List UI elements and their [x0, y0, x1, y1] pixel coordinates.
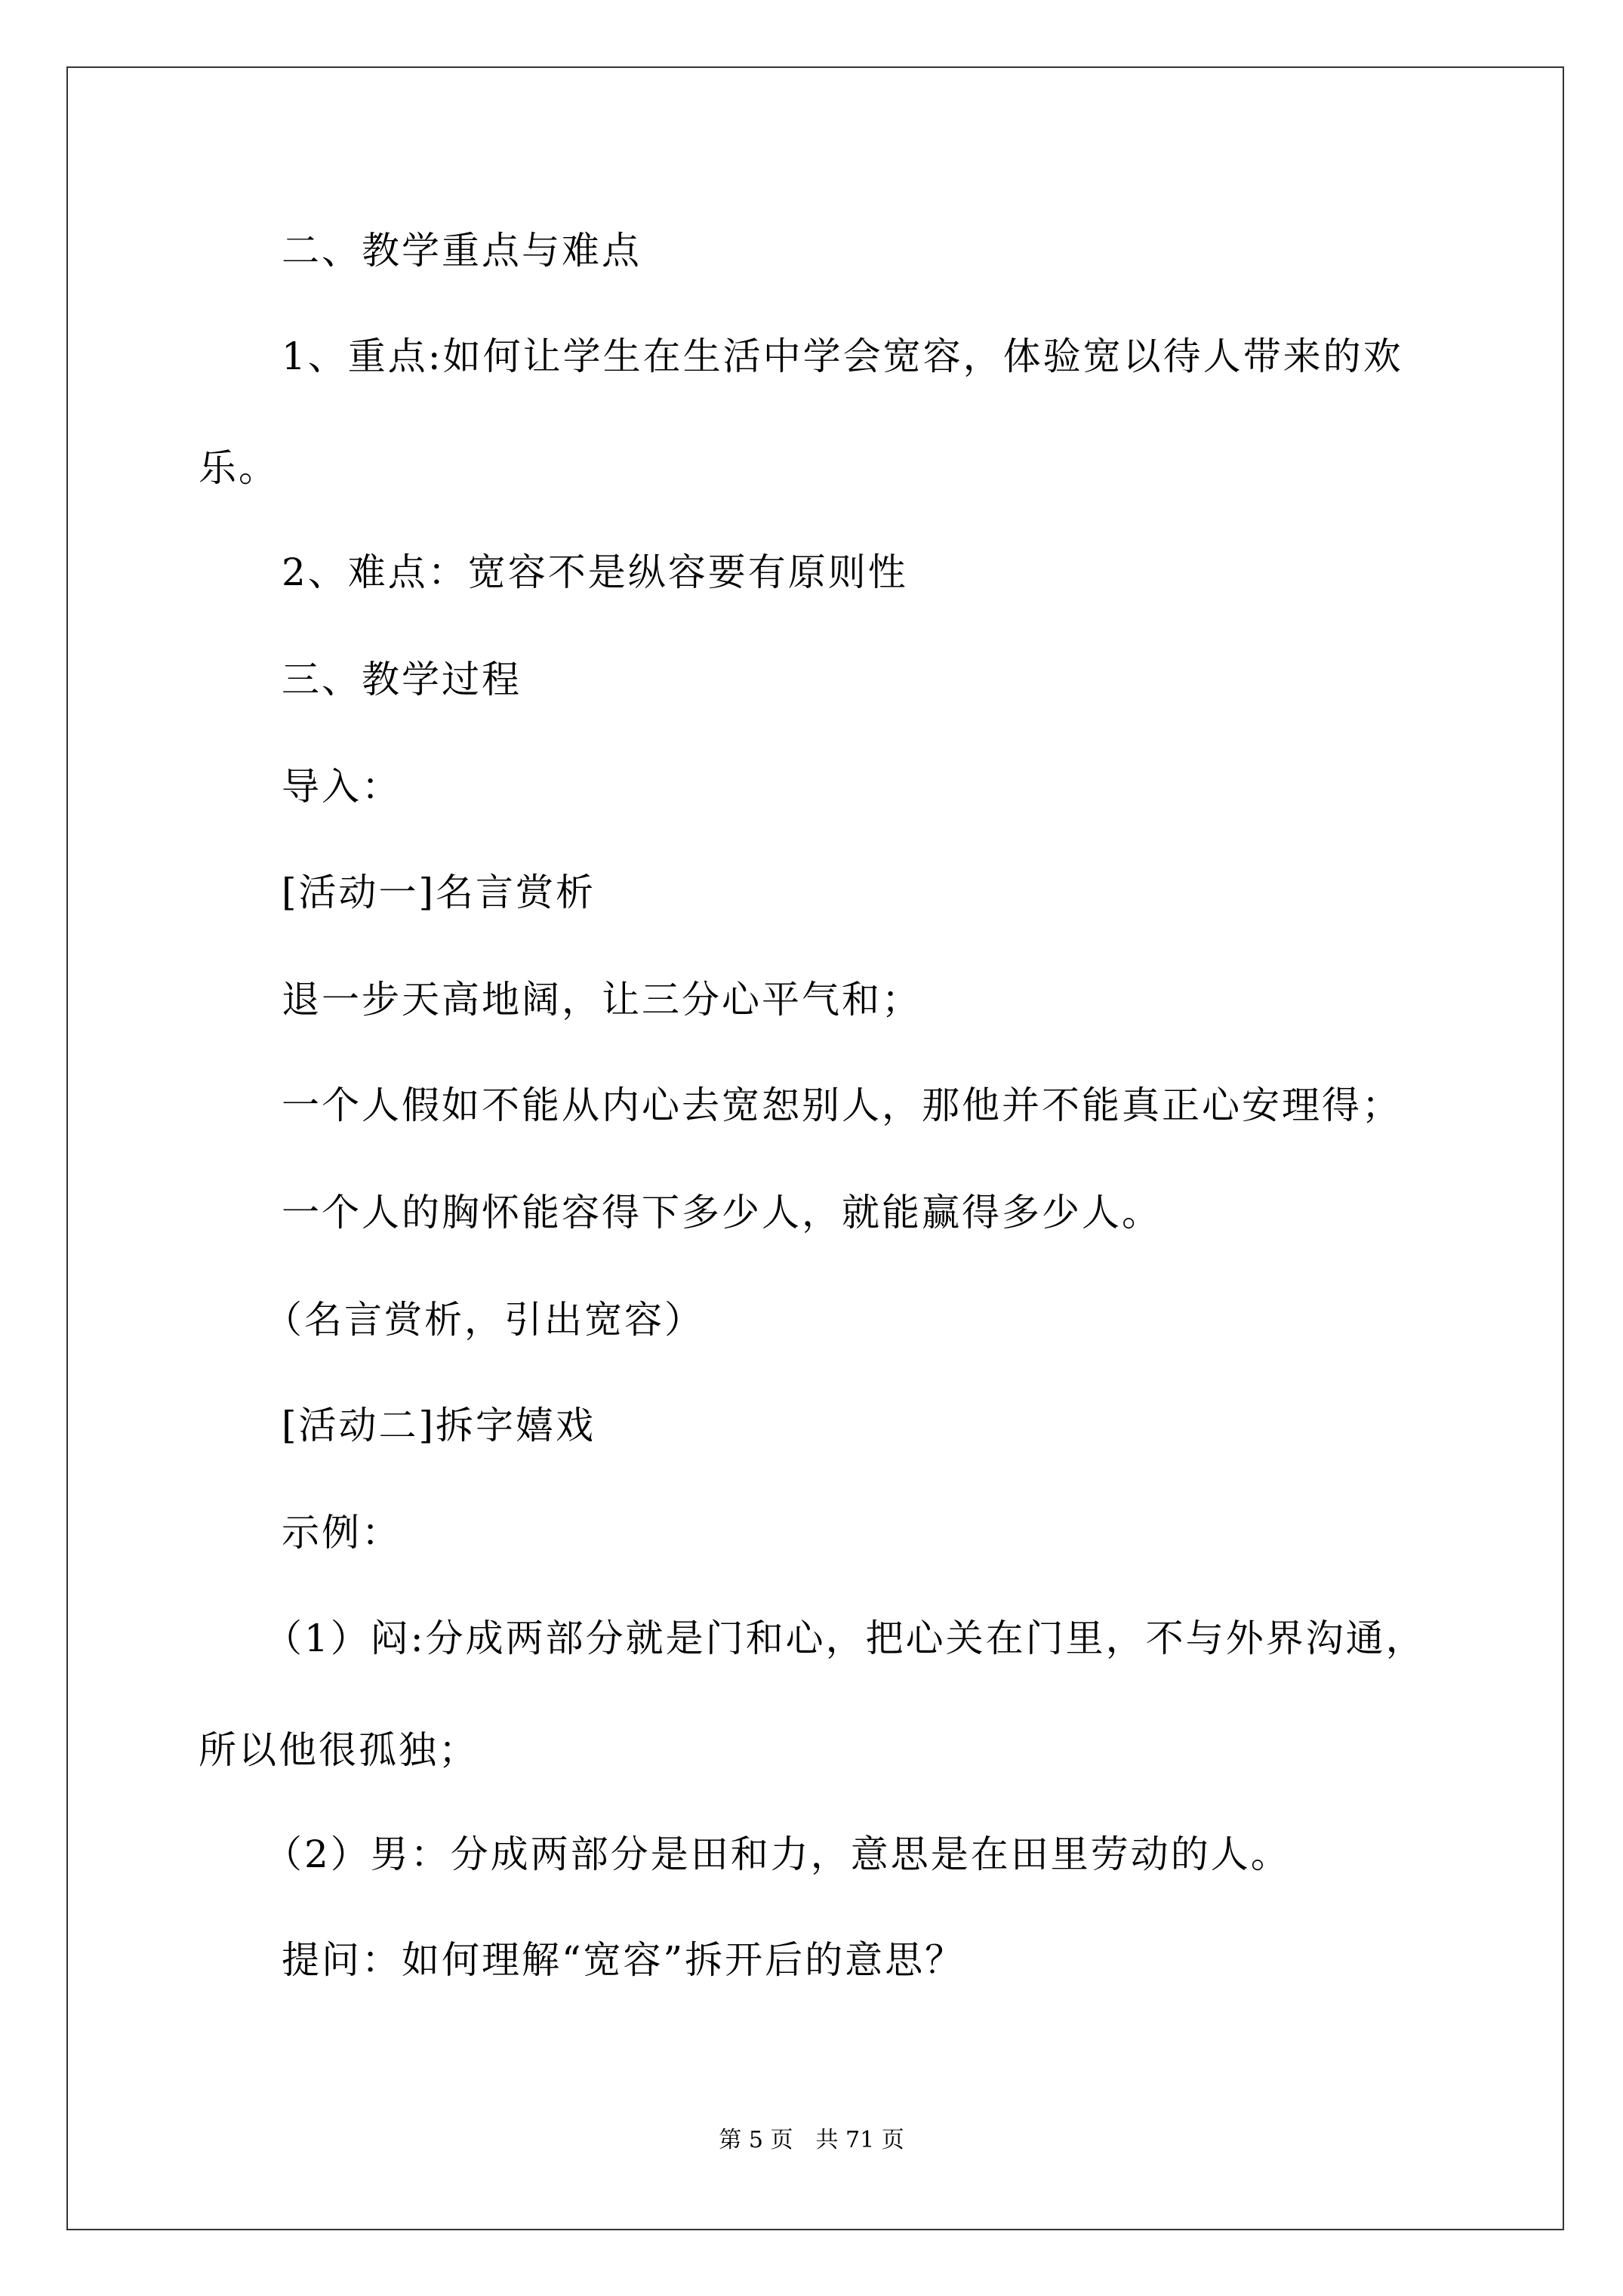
paragraph-difficulty: 2、难点：宽容不是纵容要有原则性	[282, 550, 908, 594]
paragraph-introduction: 导入：	[282, 765, 402, 809]
example-item: （2）男：分成两部分是田和力，意思是在田里劳动的人。	[264, 1832, 1291, 1876]
page-frame	[66, 66, 1564, 2230]
example-item: （1）闷:分成两部分就是门和心，把心关在门里，不与外界沟通，	[264, 1616, 1426, 1660]
section-heading-key-points: 二、教学重点与难点	[282, 229, 642, 273]
section-heading-process: 三、教学过程	[282, 658, 522, 701]
quote-line: 一个人的胸怀能容得下多少人，就能赢得多少人。	[282, 1191, 1162, 1234]
quote-line: 退一步天高地阔，让三分心平气和；	[282, 978, 922, 1022]
paragraph-key-point-continued: 乐。	[199, 446, 279, 490]
activity-one-heading: [活动一]名言赏析	[282, 871, 596, 914]
page-number-footer: 第 5 页 共 71 页	[719, 2127, 904, 2153]
example-label: 示例：	[282, 1511, 402, 1555]
question-line: 提问：如何理解“宽容”拆开后的意思？	[282, 1938, 965, 1982]
activity-two-heading: [活动二]拆字嬉戏	[282, 1404, 596, 1447]
quote-line: 一个人假如不能从内心去宽恕别人，那他并不能真正心安理得；	[282, 1083, 1402, 1127]
example-item-continued: 所以他很孤独；	[199, 1728, 479, 1772]
paragraph-key-point: 1、重点:如何让学生在生活中学会宽容，体验宽以待人带来的欢	[282, 334, 1403, 378]
quote-note: （名言赏析，引出宽容）	[264, 1298, 704, 1342]
